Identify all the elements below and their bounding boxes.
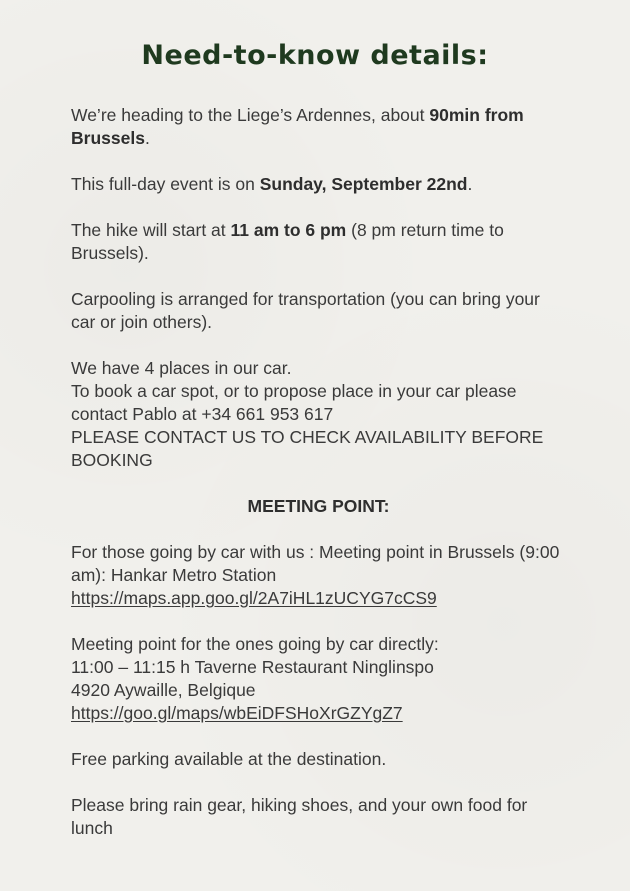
page-title: Need-to-know details:: [141, 40, 489, 71]
availability-notice: PLEASE CONTACT US TO CHECK AVAILABILITY BEFORE BOOKING: [71, 427, 544, 470]
location-text: We’re heading to the Liege’s Ardennes, about: [71, 105, 430, 125]
brussels-meeting-paragraph: [71, 541, 566, 610]
carpool-paragraph: Carpooling is arranged for transportation (you can bring your car or join others).: [71, 289, 540, 332]
meeting-point-heading: MEETING POINT:: [247, 496, 390, 516]
details-content: [71, 104, 566, 863]
hike-time: 11 am to 6 pm: [230, 220, 347, 240]
restaurant-time-name: 11:00 – 11:15 h Taverne Restaurant Ninglinspo: [71, 657, 434, 677]
parking-paragraph: Free parking available at the destination.: [71, 749, 387, 769]
event-date: Sunday, September 22nd: [259, 174, 468, 194]
date-text: This full-day event is on: [71, 174, 260, 194]
direct-meeting-text: Meeting point for the ones going by car directly:: [71, 634, 439, 654]
direct-meeting-paragraph: [71, 633, 566, 725]
return-time-text: (8 pm return time to Brussels).: [71, 220, 504, 263]
brussels-maps-link[interactable]: https://maps.app.goo.gl/2A7iHL1zUCYG7cCS9: [71, 588, 437, 608]
time-text: The hike will start at: [71, 220, 231, 240]
car-places: We have 4 places in our car.: [71, 358, 292, 378]
location-paragraph: [71, 104, 566, 150]
location-text-end: .: [144, 128, 150, 148]
brussels-meeting-text: For those going by car with us : Meeting point in Brussels (9:00 am): Hankar Metro Station: [71, 542, 560, 585]
date-paragraph: [71, 173, 566, 196]
booking-paragraph: [71, 357, 566, 472]
booking-contact: To book a car spot, or to propose place in your car please contact Pablo at +34 661 953 617: [71, 381, 517, 424]
bring-items-paragraph: Please bring rain gear, hiking shoes, and your own food for lunch: [71, 795, 528, 838]
time-paragraph: [71, 219, 566, 265]
travel-time: 90min from Brussels: [71, 105, 524, 148]
restaurant-address: 4920 Aywaille, Belgique: [71, 680, 256, 700]
restaurant-maps-link[interactable]: https://goo.gl/maps/wbEiDFSHoXrGZYgZ7: [71, 703, 403, 723]
date-text-end: .: [467, 174, 473, 194]
